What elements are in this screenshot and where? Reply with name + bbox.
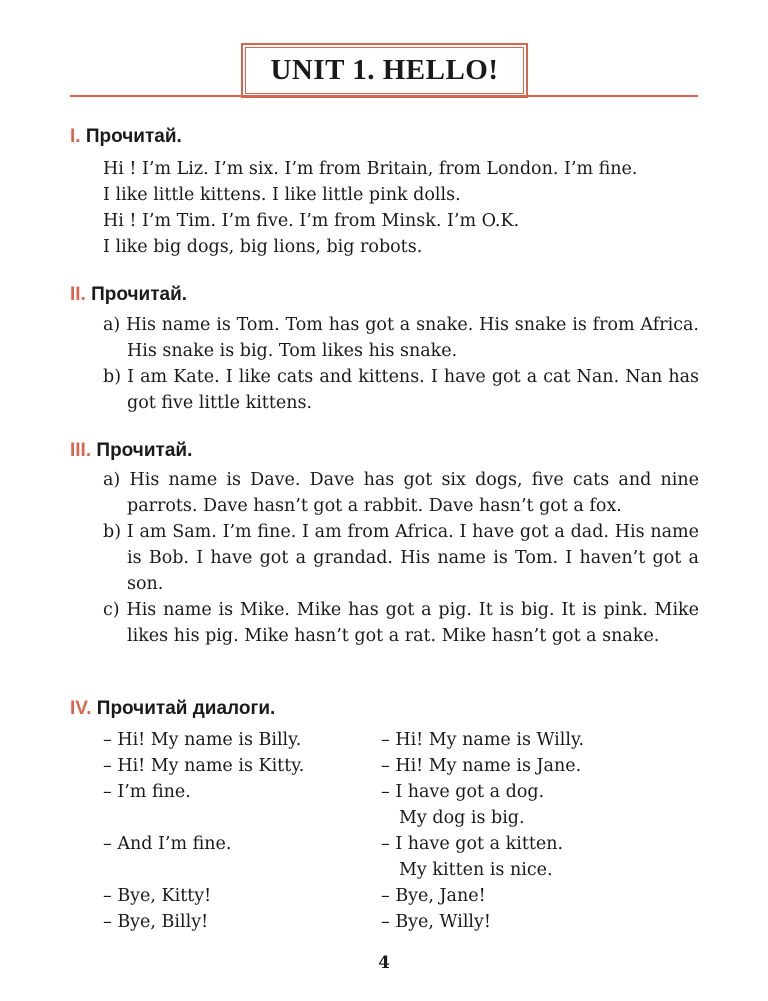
section-3-item: b) I am Sam. I’m fine. I am from Africa. I have got a dad. His name is Bob. I have got a grandad. His name is Tom. I haven’t got a son. (103, 522, 699, 594)
dialog-left-line: – And I’m fine. (103, 834, 232, 854)
section-1-title: Прочитай. (85, 126, 182, 147)
section-3-item: c) His name is Mike. Mike has got a pig. It is big. It is pink. Mike likes his pig. Mike hasn’t got a rat. Mike hasn’t got a snake. (103, 600, 699, 646)
section-3-title: Прочитай. (96, 440, 193, 461)
section-4-heading (70, 697, 275, 721)
unit-title: UNIT 1. HELLO! (270, 54, 499, 86)
section-2-item: a) His name is Tom. Tom has got a snake. His snake is from Africa. His snake is big. Tom likes his snake. (103, 315, 699, 361)
dialog-right-line: – I have got a kitten. (381, 834, 564, 854)
section-1-line: I like little kittens. I like little pink dolls. (103, 185, 461, 205)
section-1-number: I. (70, 126, 81, 147)
section-3-number: III. (70, 440, 92, 461)
dialog-right-line: – Bye, Jane! (381, 886, 486, 906)
section-2-item: b) I am Kate. I like cats and kittens. I have got a cat Nan. Nan has got five little kittens. (103, 367, 699, 413)
section-4-number: IV. (70, 698, 92, 719)
unit-title-box (241, 43, 528, 98)
dialog-left-line: – Bye, Billy! (103, 912, 209, 932)
dialog-right-line: My dog is big. (399, 808, 525, 828)
dialog-right-line: – Hi! My name is Jane. (381, 756, 582, 776)
dialog-left-line: – Hi! My name is Kitty. (103, 756, 305, 776)
section-3-item: a) His name is Dave. Dave has got six dogs, five cats and nine parrots. Dave hasn’t got a rabbit. Dave hasn’t got a fox. (103, 470, 699, 516)
section-1-line: Hi ! I’m Tim. I’m five. I’m from Minsk. I’m O.K. (103, 211, 520, 231)
dialog-left-line: – Bye, Kitty! (103, 886, 212, 906)
section-4-title: Прочитай диалоги. (96, 698, 276, 719)
dialog-right-line: – Hi! My name is Willy. (381, 730, 585, 750)
section-2-number: II. (70, 284, 86, 305)
page-number: 4 (378, 953, 390, 973)
section-3-heading (70, 439, 192, 463)
section-1-line: Hi ! I’m Liz. I’m six. I’m from Britain, from London. I’m fine. (103, 159, 638, 179)
section-1-line: I like big dogs, big lions, big robots. (103, 237, 423, 257)
dialog-left-line: – Hi! My name is Billy. (103, 730, 302, 750)
title-rule (70, 95, 698, 97)
dialog-left-line: – I’m fine. (103, 782, 191, 802)
dialog-right-line: My kitten is nice. (399, 860, 553, 880)
section-1-heading (70, 125, 182, 149)
section-2-heading (70, 283, 187, 307)
section-2-title: Прочитай. (91, 284, 188, 305)
dialog-right-line: – Bye, Willy! (381, 912, 491, 932)
dialog-right-line: – I have got a dog. (381, 782, 545, 802)
